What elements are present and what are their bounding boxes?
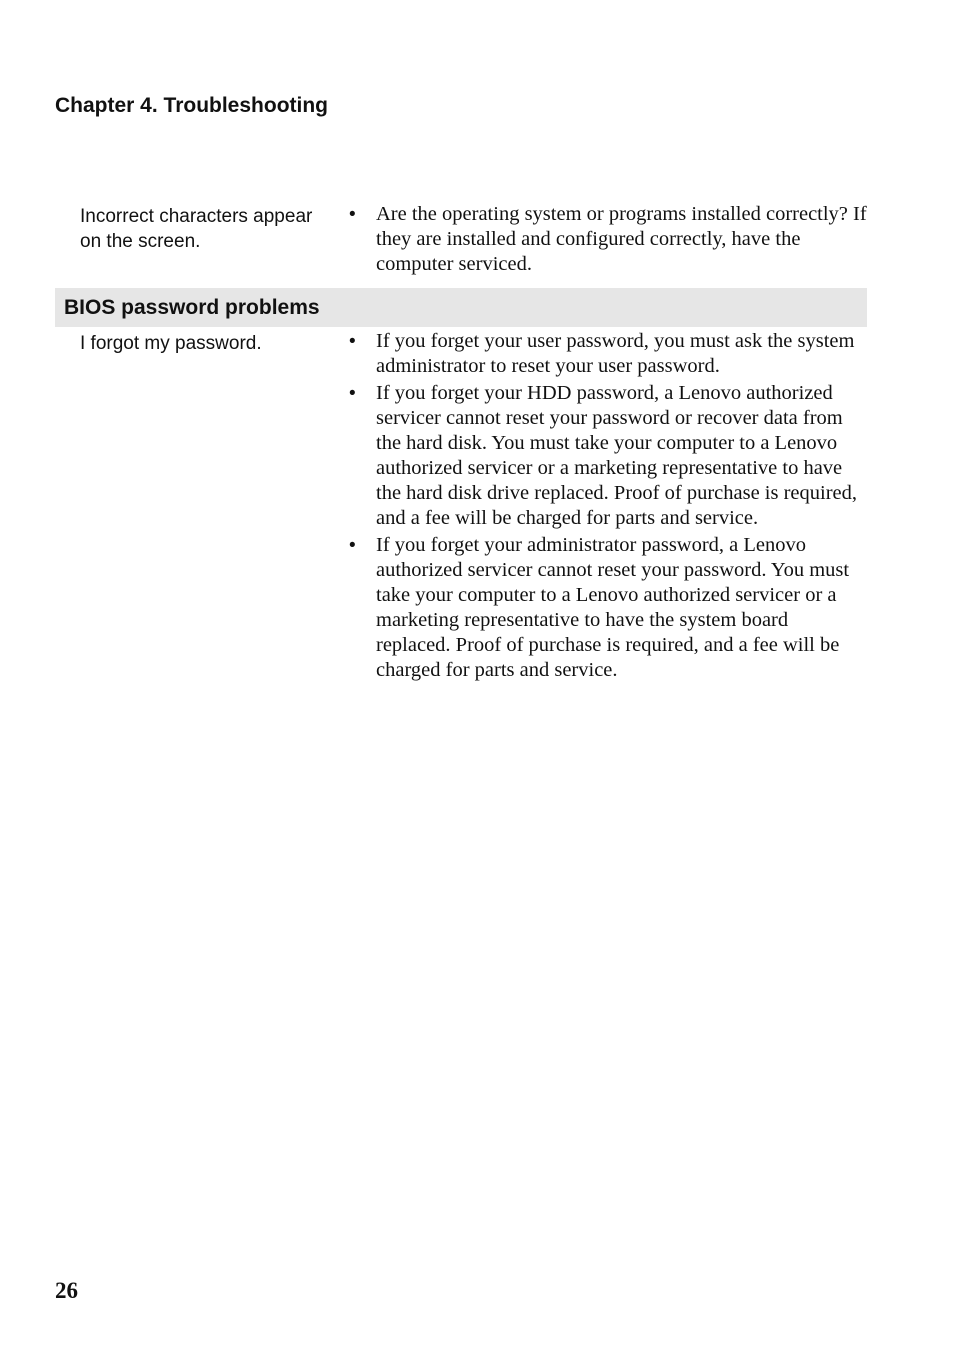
solution-item: • Are the operating system or programs installed correctly? If they are installed and configured correctly, have the computer serviced.	[325, 202, 867, 277]
troubleshooting-table	[55, 200, 867, 685]
section-header	[55, 288, 867, 327]
table-row	[55, 200, 867, 288]
solution-list	[325, 202, 867, 279]
problem-cell: Incorrect characters appear on the screen.	[80, 206, 313, 252]
section-title: BIOS password problems	[64, 295, 320, 319]
chapter-title: Chapter 4. Troubleshooting	[55, 94, 329, 117]
solution-item: • If you forget your HDD password, a Lenovo authorized servicer cannot reset your password or recover data from the hard disk. You must take your computer to a Lenovo authorized servicer or a marketing representative to have the hard disk drive replaced. Proof of purchase is required, and a fee will be charged for parts and service.	[325, 381, 867, 531]
page-number: 26	[55, 1278, 78, 1303]
table-row	[55, 327, 867, 685]
solution-item: • If you forget your administrator password, a Lenovo authorized servicer cannot reset your password. You must take your computer to a Lenovo authorized servicer or a marketing representative to have the system board replaced. Proof of purchase is required, and a fee will be charged for parts and service.	[325, 533, 867, 683]
solution-item: • If you forget your user password, you must ask the system administrator to reset your user password.	[325, 329, 867, 379]
problem-cell: I forgot my password.	[80, 333, 262, 354]
solution-list	[325, 329, 867, 685]
